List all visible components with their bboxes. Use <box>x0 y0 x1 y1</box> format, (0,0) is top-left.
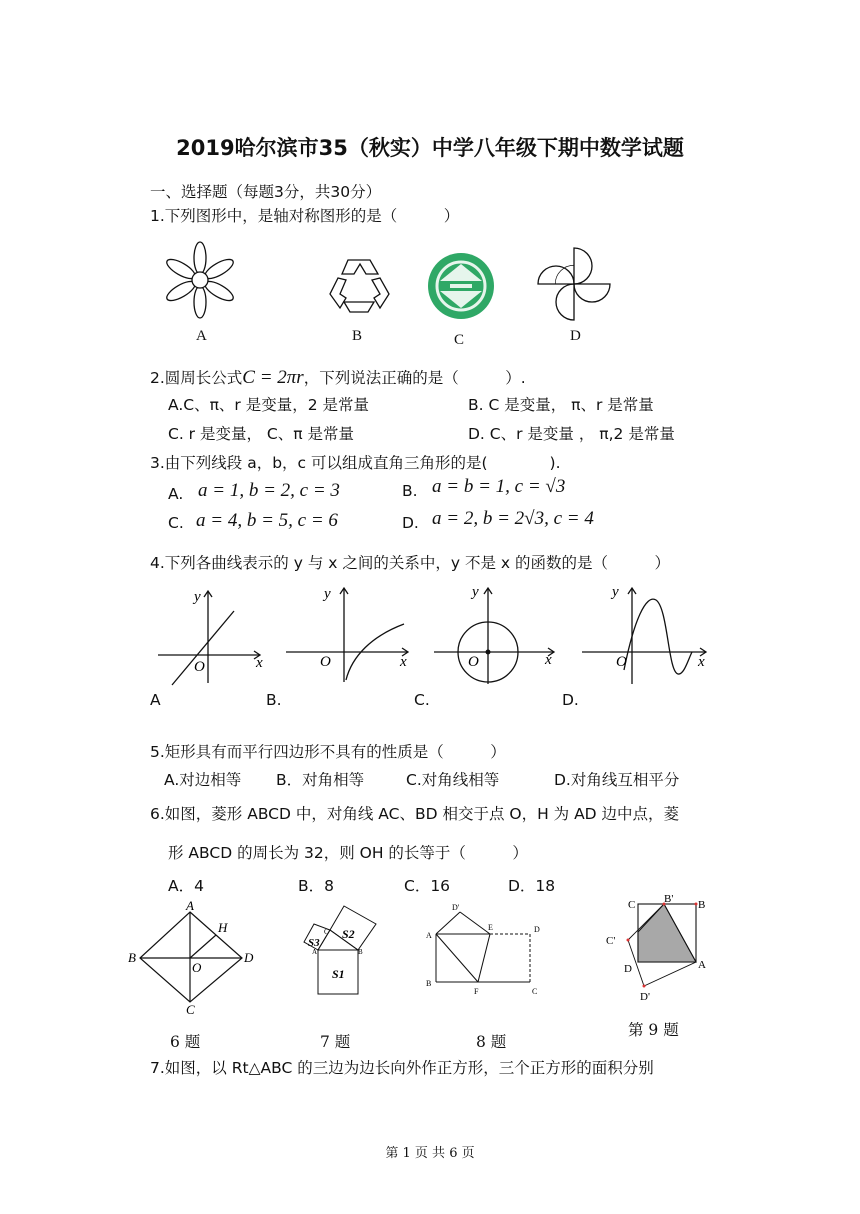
fig9-label-c-prime: C' <box>606 935 616 947</box>
q4-graph-c-circle <box>432 580 562 685</box>
q5-option-b: B．对角相等 <box>276 771 365 789</box>
q3-option-b-label: B. <box>402 482 418 500</box>
q6-option-b: B．8 <box>298 877 334 895</box>
q4-label-d: D. <box>562 691 579 709</box>
q3-option-c-label: C. <box>168 514 184 532</box>
q5-option-c: C.对角线相等 <box>406 771 500 789</box>
fig9-label-a: A <box>698 959 706 971</box>
q4-label-b: B. <box>266 691 282 709</box>
fig8-label-a: A <box>426 931 432 940</box>
q4-graph-a-line <box>158 585 268 685</box>
question-6-stem-line1: 6.如图，菱形 ABCD 中，对角线 AC、BD 相交于点 O，H 为 AD 边中点，菱 <box>150 805 680 823</box>
fig6-label-d: D <box>244 950 254 965</box>
fig8-label-b: B <box>426 979 432 988</box>
question-6-stem-line2: 形 ABCD 的周长为 32，则 OH 的长等于（ ） <box>168 844 528 862</box>
q3-option-a-label: A. <box>168 485 184 503</box>
q1-figure-d-pinwheel <box>536 246 612 322</box>
q2-option-b: B. C 是变量， π、r 是常量 <box>468 396 654 414</box>
q1-figure-a-flower <box>160 240 250 330</box>
section-heading: 一、选择题（每题3分，共30分） <box>150 183 382 201</box>
fig9-label-b: B <box>698 899 706 911</box>
q2-stem-prefix: 2.圆周长公式 <box>150 369 243 387</box>
q2-option-a: A.C、π、r 是变量，2 是常量 <box>168 396 370 414</box>
fig9-label-c: C <box>628 899 636 911</box>
q6-option-a: A．4 <box>168 877 204 895</box>
fig7-label-s2: S2 <box>342 927 355 941</box>
fig6-label-a: A <box>186 898 194 913</box>
q1-label-c: C <box>454 332 465 348</box>
fig8-label-d-prime: D' <box>452 903 460 912</box>
fig9-label-b-prime: B' <box>664 893 674 905</box>
q1-figure-b-triangle-arrows <box>328 258 390 316</box>
question-2-stem <box>150 366 526 389</box>
q2-option-c: C. r 是变量， C、π 是常量 <box>168 425 354 443</box>
q3-option-d: a = 2, b = 2√3, c = 4 <box>432 508 594 529</box>
q5-option-d: D.对角线互相平分 <box>554 771 680 789</box>
q3-option-d-label: D. <box>402 514 419 532</box>
question-5-stem: 5.矩形具有而平行四边形不具有的性质是（ ） <box>150 743 506 761</box>
fig7-label-s1: S1 <box>332 967 345 981</box>
q1-label-b: B <box>352 328 363 344</box>
q4-d-origin: O <box>616 654 627 670</box>
figure-7-three-squares <box>296 904 386 1000</box>
q1-figure-c-green-emblem <box>426 251 496 321</box>
q4-a-axis-x: x <box>256 655 263 671</box>
q4-d-axis-x: x <box>698 654 705 670</box>
q4-a-origin: O <box>194 659 205 675</box>
page-title: 2019哈尔滨市35（秋实）中学八年级下期中数学试题 <box>176 136 684 160</box>
fig8-label-d: D <box>534 925 540 934</box>
fig8-label-f: F <box>474 987 479 996</box>
q4-a-axis-y: y <box>194 589 201 605</box>
figure-7-caption: 7 题 <box>320 1033 351 1051</box>
fig6-label-b: B <box>128 950 136 965</box>
q4-b-axis-y: y <box>324 586 331 602</box>
figure-9-caption: 第 9 题 <box>628 1021 679 1039</box>
fig6-label-h: H <box>218 920 228 935</box>
fig7-label-a: A <box>312 948 318 956</box>
fig8-label-e: E <box>488 923 493 932</box>
fig9-label-d: D <box>624 963 632 975</box>
fig7-label-c: C <box>324 928 329 936</box>
q4-label-a: A <box>150 691 161 709</box>
figure-6-caption: 6 题 <box>170 1033 201 1051</box>
fig6-label-o: O <box>192 960 202 975</box>
fig7-label-b: B <box>358 948 363 956</box>
q2-stem-suffix: ，下列说法正确的是（ ）. <box>303 369 526 387</box>
q6-option-c: C．16 <box>404 877 451 895</box>
q4-graph-d-wave <box>582 580 712 685</box>
q2-option-d: D. C、r 是变量 ， π,2 是常量 <box>468 425 675 443</box>
q4-d-axis-y: y <box>612 584 619 600</box>
question-3-stem: 3.由下列线段 a，b，c 可以组成直角三角形的是( ). <box>150 454 561 472</box>
q4-c-axis-x: x <box>545 652 552 668</box>
fig6-label-c: C <box>186 1002 195 1017</box>
q4-label-c: C. <box>414 691 430 709</box>
q5-option-a: A.对边相等 <box>164 771 242 789</box>
q3-option-a: a = 1, b = 2, c = 3 <box>198 480 340 501</box>
q6-option-d: D．18 <box>508 877 556 895</box>
fig7-label-s3: S3 <box>308 937 320 949</box>
question-7-stem: 7.如图，以 Rt△ABC 的三边为边长向外作正方形，三个正方形的面积分别 <box>150 1059 654 1077</box>
question-4-stem: 4.下列各曲线表示的 y 与 x 之间的关系中，y 不是 x 的函数的是（ ） <box>150 554 670 572</box>
figure-8-folded-rectangle <box>420 898 550 1000</box>
q3-option-b: a = b = 1, c = √3 <box>432 476 566 497</box>
q4-b-origin: O <box>320 654 331 670</box>
q4-c-origin: O <box>468 654 479 670</box>
q3-option-c: a = 4, b = 5, c = 6 <box>196 510 338 531</box>
fig8-label-c: C <box>532 987 538 996</box>
q4-graph-b-curve <box>284 580 414 685</box>
q1-label-a: A <box>196 328 207 344</box>
question-1-stem: 1.下列图形中，是轴对称图形的是（ ） <box>150 207 460 225</box>
figure-8-caption: 8 题 <box>476 1033 507 1051</box>
page-footer: 第 1 页 共 6 页 <box>385 1146 475 1161</box>
q1-label-d: D <box>570 328 581 344</box>
figure-9-rotated-square <box>604 892 716 1008</box>
q4-b-axis-x: x <box>400 654 407 670</box>
fig9-label-d-prime: D' <box>640 991 650 1003</box>
q2-formula: C = 2πr <box>242 367 304 388</box>
figure-6-rhombus <box>126 900 260 1016</box>
q4-c-axis-y: y <box>472 584 479 600</box>
